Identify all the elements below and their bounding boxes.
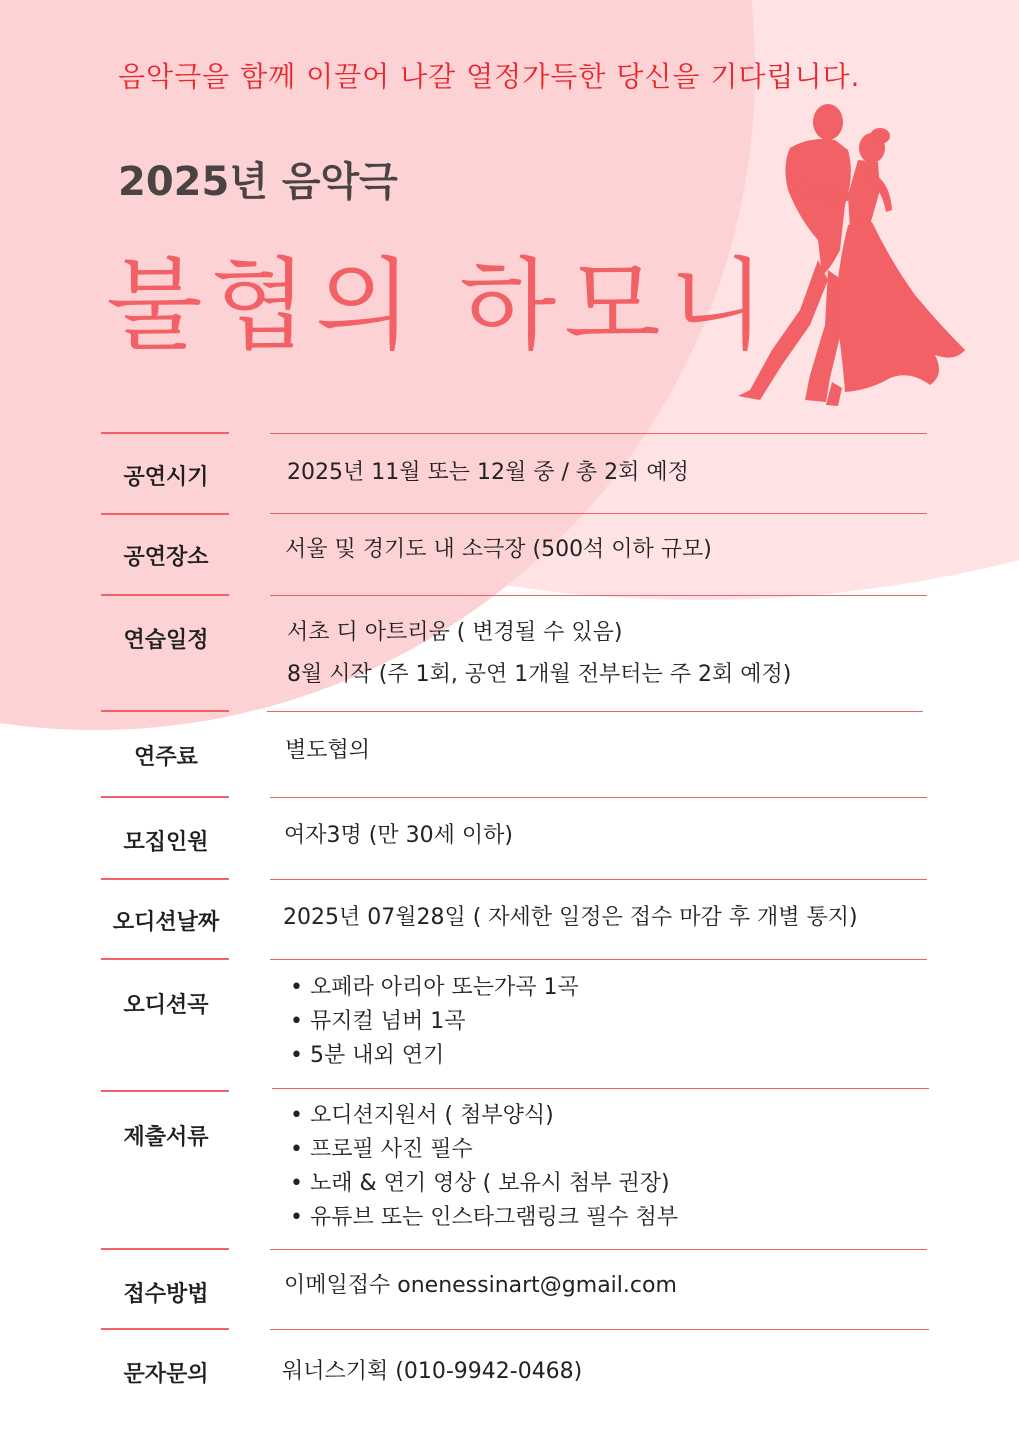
label-audition-date: 오디션날짜 [112, 910, 220, 935]
divider-right [270, 959, 927, 960]
year-title: 2025년 음악극 [118, 159, 398, 205]
list-item: • 오페라 아리아 또는가곡 1곡 [290, 971, 579, 1005]
label-venue: 공연장소 [123, 545, 209, 570]
divider-left [101, 1248, 229, 1250]
list-item: • 노래 & 연기 영상 ( 보유시 첨부 권장) [290, 1167, 678, 1201]
value-performance-period: 2025년 11월 또는 12월 중 / 총 2회 예정 [287, 460, 689, 485]
divider-left [101, 1090, 229, 1092]
divider-right [270, 1329, 929, 1330]
divider-right [270, 1249, 927, 1250]
label-submission: 접수방법 [123, 1282, 209, 1307]
divider-left [101, 958, 229, 960]
list-item: • 유튜브 또는 인스타그램링크 필수 첨부 [290, 1201, 678, 1235]
dancing-couple-illustration [730, 100, 970, 415]
divider-left [101, 594, 229, 596]
label-documents: 제출서류 [123, 1125, 209, 1150]
value-submission-email: 이메일접수 onenessinart@gmail.com [284, 1273, 677, 1298]
label-audition-songs: 오디션곡 [123, 993, 209, 1018]
divider-left [101, 710, 229, 712]
divider-left [101, 432, 229, 434]
value-contact: 워너스기획 (010-9942-0468) [282, 1359, 583, 1384]
divider-left [101, 1328, 229, 1330]
value-recruits: 여자3명 (만 30세 이하) [284, 823, 513, 848]
value-fee: 별도협의 [285, 738, 371, 763]
value-rehearsal-location: 서초 디 아트리움 ( 변경될 수 있음) [287, 620, 623, 645]
label-recruits: 모집인원 [123, 830, 209, 855]
list-item: • 뮤지컬 넘버 1곡 [290, 1005, 579, 1039]
divider-left [101, 878, 229, 880]
divider-right [267, 711, 923, 712]
divider-right [272, 1088, 929, 1089]
audition-songs-list [290, 971, 579, 1073]
value-venue: 서울 및 경기도 내 소극장 (500석 이하 규모) [285, 537, 712, 562]
divider-right [270, 513, 927, 514]
value-audition-date: 2025년 07월28일 ( 자세한 일정은 접수 마감 후 개별 통지) [283, 905, 858, 930]
label-rehearsal: 연습일정 [123, 628, 209, 653]
label-fee: 연주료 [134, 745, 198, 770]
tagline: 음악극을 함께 이끌어 나갈 열정가득한 당신을 기다립니다. [118, 60, 861, 93]
list-item: • 프로필 사진 필수 [290, 1133, 678, 1167]
main-title: 불협의 하모니 [106, 247, 774, 364]
list-item: • 오디션지원서 ( 첨부양식) [290, 1099, 678, 1133]
divider-right [270, 433, 927, 434]
list-item: • 5분 내외 연기 [290, 1039, 579, 1073]
divider-right [270, 879, 927, 880]
value-rehearsal-schedule: 8월 시작 (주 1회, 공연 1개월 전부터는 주 2회 예정) [287, 662, 792, 687]
label-performance-period: 공연시기 [123, 465, 209, 490]
divider-left [101, 796, 229, 798]
documents-list [290, 1099, 678, 1235]
label-contact: 문자문의 [123, 1362, 209, 1387]
divider-right [270, 595, 927, 596]
divider-left [101, 513, 229, 515]
divider-right [270, 797, 927, 798]
